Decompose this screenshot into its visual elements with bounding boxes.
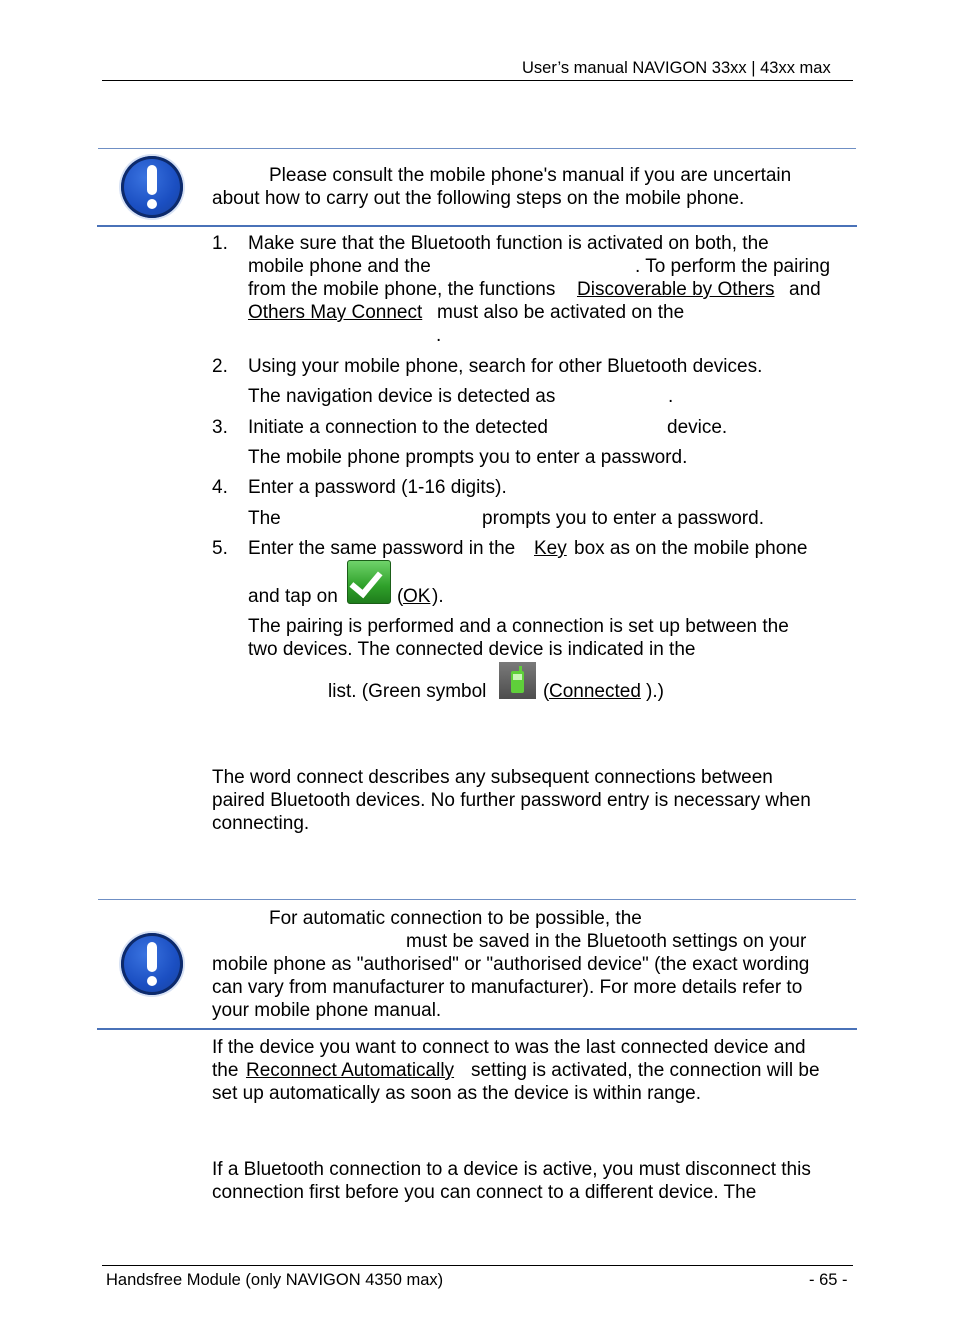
checkmark-icon [347,560,391,604]
key-field-label: Key [534,538,567,559]
footer-chapter: Handsfree Module (only NAVIGON 4350 max) [106,1271,444,1289]
disconnect-line2: connection first before you can connect to a different device. The [212,1182,757,1203]
step4-result-a: The [248,508,281,529]
step1-line3c: and [789,279,821,300]
ok-label: OK [403,586,431,607]
header-rule [102,80,853,81]
step-number: 2. [212,356,228,377]
step-number: 5. [212,538,228,559]
phone-icon [499,662,536,699]
connect-line2: paired Bluetooth devices. No further password entry is necessary when [212,790,811,811]
reconnect-line2a: the [212,1060,239,1081]
step2-result-b: . [668,386,674,407]
step-number: 3. [212,417,228,438]
connect-line1: The word connect describes any subsequent connections between [212,767,773,788]
step1-line2b: . To perform the pairing [635,256,831,277]
note1-bottom-rule [97,225,857,227]
note2-line2: must be saved in the Bluetooth settings on your [406,931,807,952]
exclamation-icon [121,933,183,995]
step4-line: Enter a password (1-16 digits). [248,477,507,498]
note1-line1: Please consult the mobile phone's manual if you are uncertain [269,165,792,186]
page-number: - 65 - [809,1271,848,1289]
header-title: User’s manual NAVIGON 33xx | 43xx max [522,59,831,77]
note2-line4: can vary from manufacturer to manufacturer). For more details refer to [212,977,803,998]
step5-result1: The pairing is performed and a connection is set up between the [248,616,789,637]
connected-label: Connected [549,681,641,702]
step3-line-a: Initiate a connection to the detected [248,417,548,438]
step3-line-b: device. [667,417,728,438]
disconnect-line1: If a Bluetooth connection to a device is active, you must disconnect this [212,1159,811,1180]
note2-line1: For automatic connection to be possible, the [269,908,642,929]
exclamation-icon [121,156,183,218]
ok-close: ). [432,586,444,607]
step5-line-b: box as on the mobile phone [574,538,808,559]
step1-line1: Make sure that the Bluetooth function is activated on both, the [248,233,769,254]
note2-bottom-rule [97,1028,857,1030]
step2-line: Using your mobile phone, search for other Bluetooth devices. [248,356,763,377]
reconnect-line1: If the device you want to connect to was the last connected device and [212,1037,806,1058]
connected-close: ).) [646,681,664,702]
footer-rule [102,1265,853,1266]
connected-open: ( [543,681,550,702]
step5-tap: and tap on [248,586,338,607]
reconnect-automatically-setting: Reconnect Automatically [246,1060,455,1081]
step1-line2a: mobile phone and the [248,256,431,277]
step2-result-a: The navigation device is detected as [248,386,556,407]
note2-line5: your mobile phone manual. [212,1000,442,1021]
reconnect-line2b: setting is activated, the connection will be [471,1060,820,1081]
step-number: 4. [212,477,228,498]
note2-line3: mobile phone as "authorised" or "authorised device" (the exact wording [212,954,810,975]
step5-result2: two devices. The connected device is indicated in the [248,639,696,660]
step5-result3: list. (Green symbol [328,681,487,702]
note2-top-rule [98,899,856,900]
note1-line2: about how to carry out the following steps on the mobile phone. [212,188,745,209]
step1-line3a: from the mobile phone, the functions [248,279,556,300]
note1-top-rule [98,148,856,149]
step4-result-b: prompts you to enter a password. [482,508,764,529]
step1-line5: . [436,325,442,346]
step-number: 1. [212,233,228,254]
reconnect-line3: set up automatically as soon as the device is within range. [212,1083,701,1104]
step1-line4b: must also be activated on the [437,302,685,323]
ok-open: ( [397,586,404,607]
connect-line3: connecting. [212,813,310,834]
discoverable-by-others-setting: Discoverable by Others [577,279,775,300]
step3-result: The mobile phone prompts you to enter a password. [248,447,688,468]
step5-line-a: Enter the same password in the [248,538,516,559]
others-may-connect-setting: Others May Connect [248,302,423,323]
